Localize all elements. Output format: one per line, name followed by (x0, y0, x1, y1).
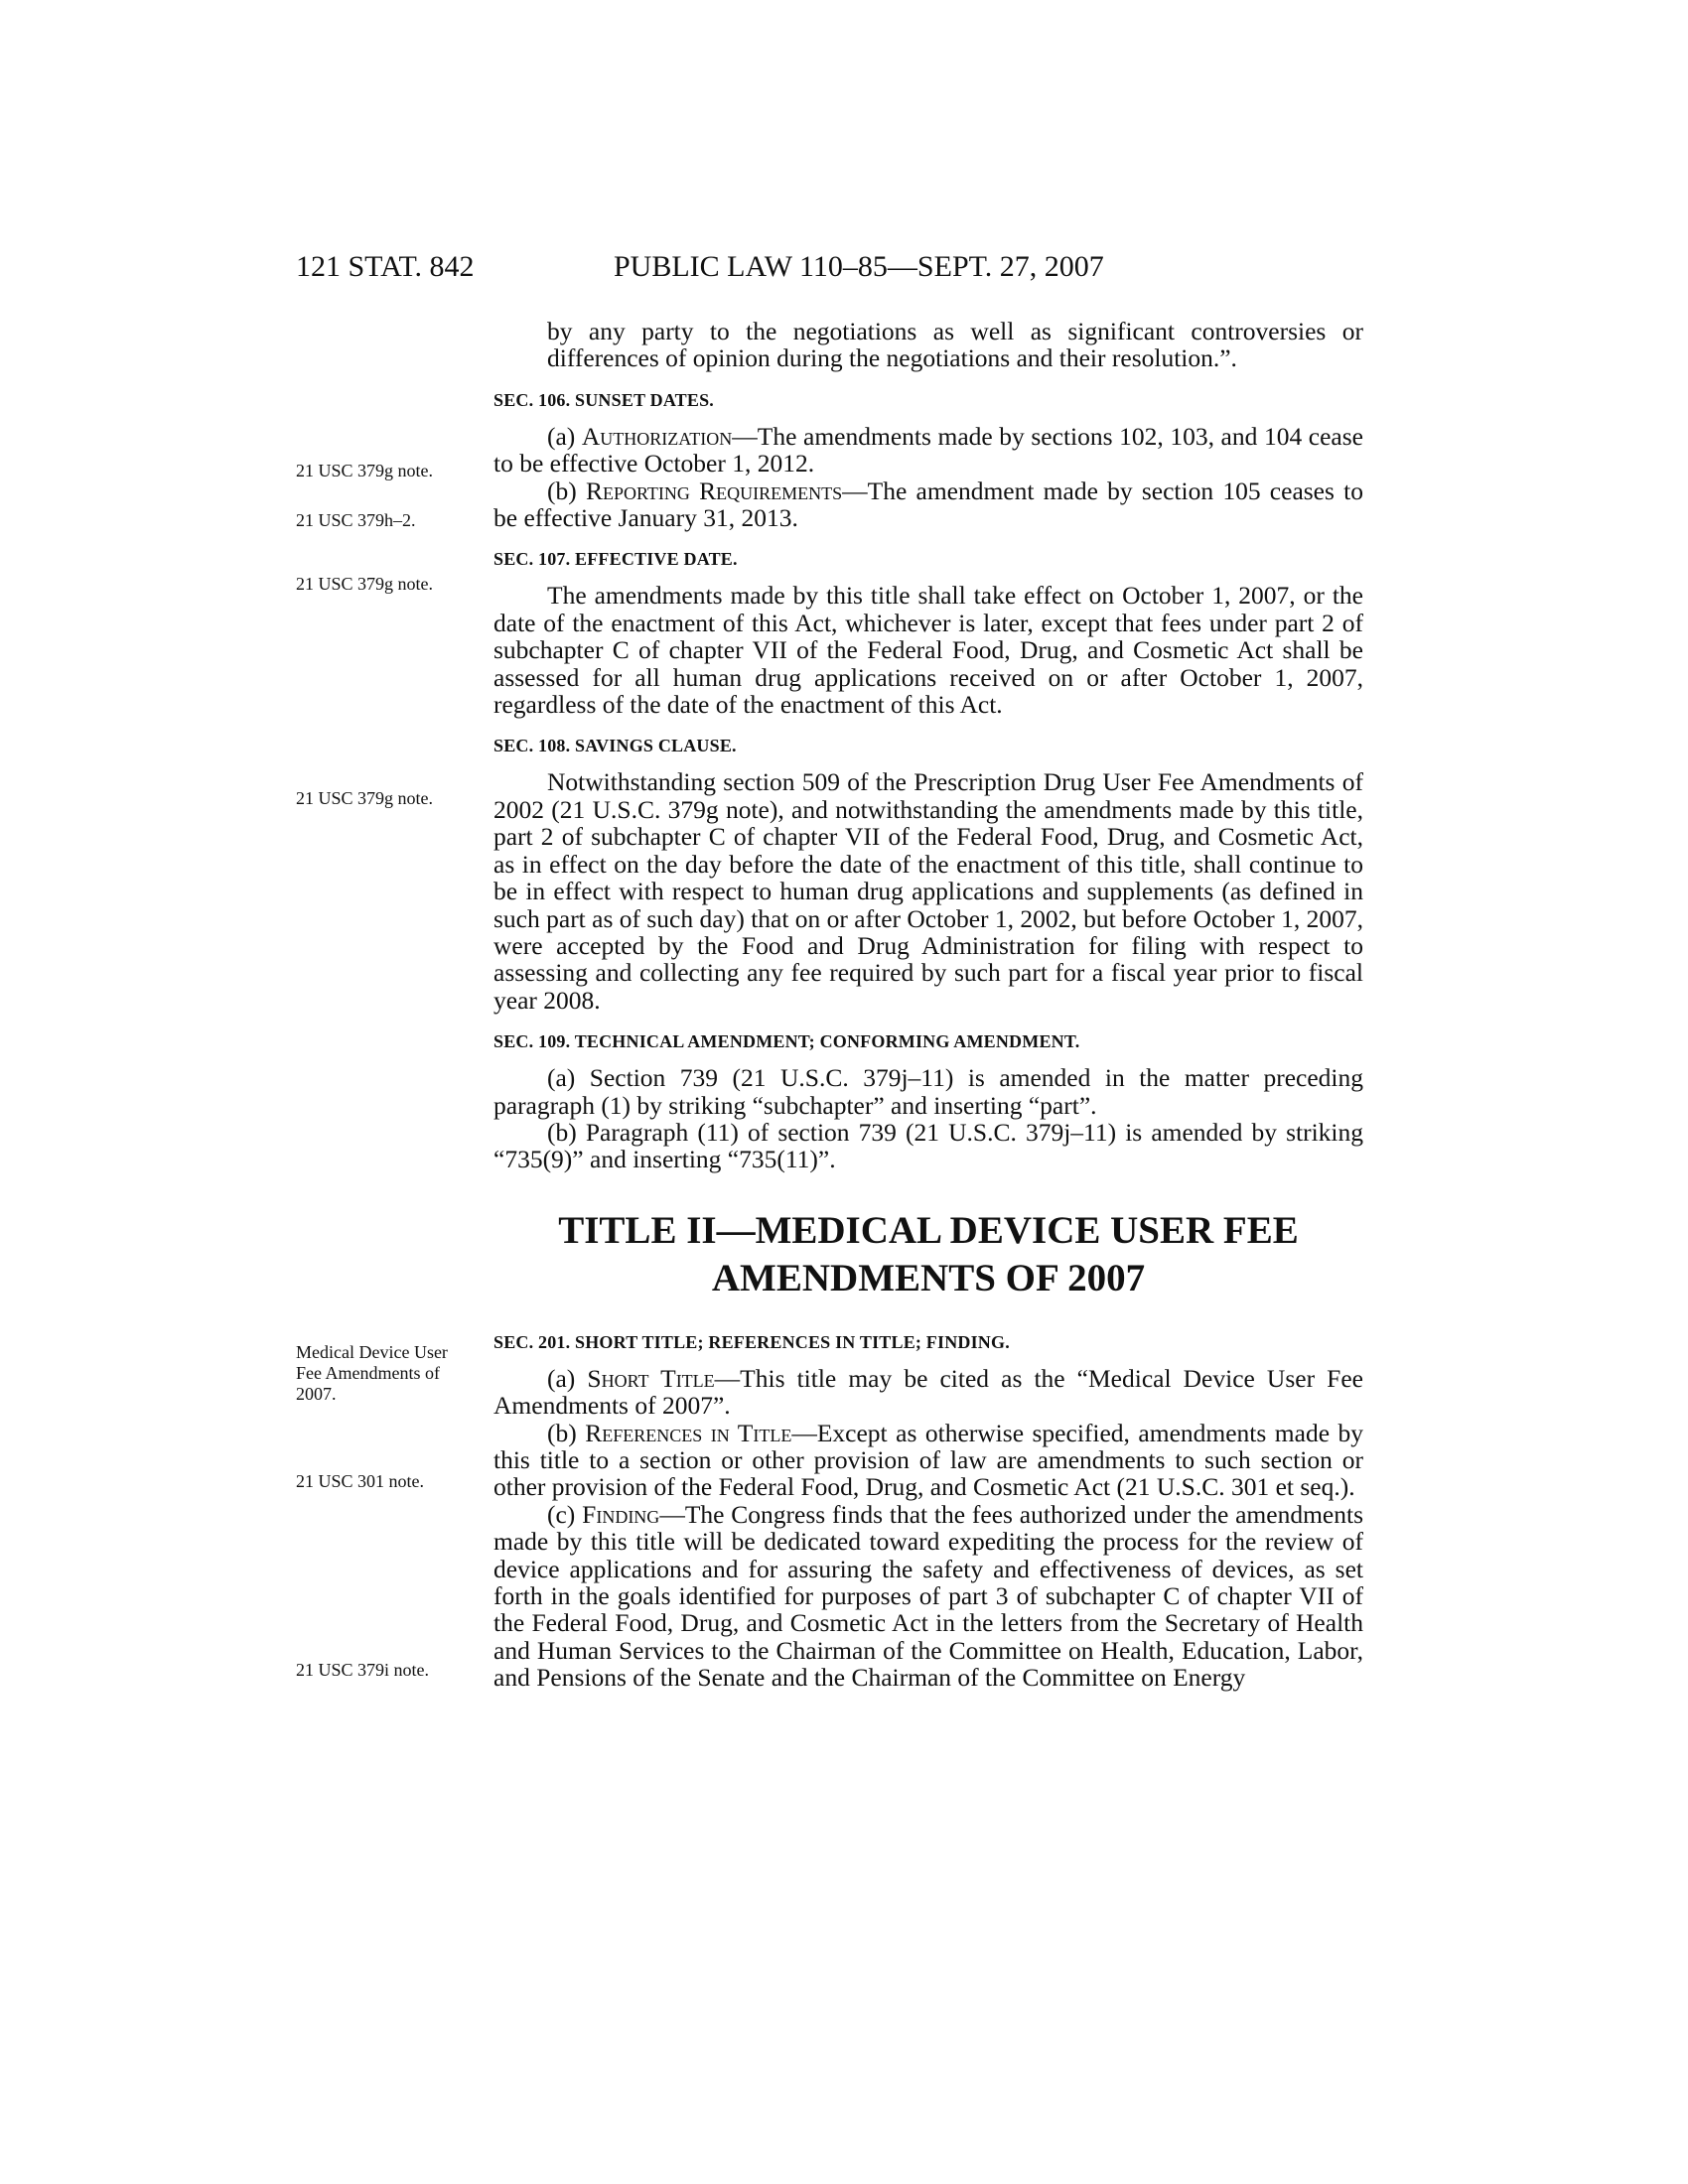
sec106-b: (b) Reporting Requirements—The amendment made by section 105 ceases to be effective January 31, 2013. (493, 476, 1363, 533)
title-heading (493, 1207, 1363, 1302)
margin-note: 21 USC 379i note. (296, 1660, 430, 1680)
section-heading-107: SEC. 107. EFFECTIVE DATE. (493, 549, 738, 570)
sec201-b: (b) References in Title—Except as otherwise specified, amendments made by this title to a section or other provision of law are amendments to such section or other provision of the Federal Food, Drug, and Cosmetic Act (21 U.S.C. 301 et seq.). (493, 1418, 1364, 1502)
sec107-text: The amendments made by this title shall take effect on October 1, 2007, or the date of the enactment of this Act, whichever is later, except that fees under part 2 of subchapter C of chapter VII of the Federal Food, Drug, and Cosmetic Act shall be assessed for all human drug applications received on or after October 1, 2007, regardless of the date of the enactment of this Act. (493, 581, 1363, 720)
sec201-a: (a) Short Title—This title may be cited as the “Medical Device User Fee Amendments of 2007”. (493, 1363, 1363, 1421)
margin-note: 21 USC 301 note. (296, 1471, 425, 1491)
title-line-1: TITLE II—MEDICAL DEVICE USER FEE (558, 1208, 1299, 1252)
title-line-2: AMENDMENTS OF 2007 (711, 1256, 1146, 1299)
sec106-a: (a) Authorization—The amendments made by sections 102, 103, and 104 cease to be effective October 1, 2012. (493, 421, 1363, 478)
sec201-b-label: References in Title (585, 1418, 792, 1447)
margin-note: 21 USC 379h–2. (296, 510, 416, 530)
public-law-citation: PUBLIC LAW 110–85—SEPT. 27, 2007 (614, 250, 1104, 283)
sec201-b-text: —Except as otherwise specified, amendments made by this title to a section or other provision of law are amendments to such section or other provision of the Federal Food, Drug, and Cosmetic Act (21 U.S.C. 301 et seq.). (493, 1418, 1364, 1502)
sec109-a: (a) Section 739 (21 U.S.C. 379j–11) is amended in the matter preceding paragraph (1) by striking “subchapter” and inserting “part”. (493, 1063, 1363, 1120)
sec201-a-text: —This title may be cited as the “Medical Device User Fee Amendments of 2007”. (493, 1363, 1363, 1421)
margin-note: Medical Device User Fee Amendments of 2007. (296, 1342, 448, 1404)
sec201-a-label: Short Title (587, 1363, 715, 1393)
intro-paragraph: by any party to the negotiations as well as significant controversies or differences of opinion during the negotiations and their resolution.”. (547, 317, 1363, 373)
page-header (0, 250, 1688, 290)
sec106-b-text: —The amendment made by section 105 ceases to be effective January 31, 2013. (493, 476, 1363, 533)
sec201-c-text: —The Congress finds that the fees authorized under the amendments made by this title will be dedicated toward expediting the process for the review of device applications and for assuring the safety and effectiveness of devices, as set forth in the goals identified for purposes of part 3 of subchapter C of chapter VII of the Federal Food, Drug, and Cosmetic Act in the letters from the Secretary of Health and Human Services to the Chairman of the Committee on Health, Education, Labor, and Pensions of the Senate and the Chairman of the Committee on Energy (493, 1499, 1363, 1693)
sec106-a-text: —The amendments made by sections 102, 103, and 104 cease to be effective October 1, 2012. (493, 421, 1363, 478)
sec108-text: Notwithstanding section 509 of the Prescription Drug User Fee Amendments of 2002 (21 U.S.C. 379g note), and notwithstanding the amendments made by this title, part 2 of subchapter C of chapter VII of the Federal Food, Drug, and Cosmetic Act, as in effect on the day before the date of the enactment of this title, shall continue to be in effect with respect to human drug applications and supplements (as defined in such part as of such day) that on or after October 1, 2002, but before October 1, 2007, were accepted by the Food and Drug Administration for filing with respect to assessing and collecting any fee required by such part for a fiscal year prior to fiscal year 2008. (493, 767, 1363, 1015)
sec106-a-label: Authorization (581, 421, 733, 451)
sec106-b-label: Reporting Requirements (585, 476, 843, 505)
margin-note: 21 USC 379g note. (296, 788, 434, 808)
document-body (493, 318, 1363, 1692)
section-heading-108: SEC. 108. SAVINGS CLAUSE. (493, 736, 737, 756)
margin-note: 21 USC 379g note. (296, 461, 434, 480)
sec201-c: (c) Finding—The Congress finds that the fees authorized under the amendments made by this title will be dedicated toward expediting the process for the review of device applications and for assuring the safety and effectiveness of devices, as set forth in the goals identified for purposes of part 3 of subchapter C of chapter VII of the Federal Food, Drug, and Cosmetic Act in the letters from the Secretary of Health and Human Services to the Chairman of the Committee on Health, Education, Labor, and Pensions of the Senate and the Chairman of the Committee on Energy (493, 1499, 1363, 1693)
section-heading-106: SEC. 106. SUNSET DATES. (493, 389, 715, 410)
sec201-c-label: Finding (582, 1499, 660, 1529)
margin-note: 21 USC 379g note. (296, 574, 434, 594)
section-heading-109: SEC. 109. TECHNICAL AMENDMENT; CONFORMING AMENDMENT. (493, 1031, 1080, 1052)
sec109-b: (b) Paragraph (11) of section 739 (21 U.S.C. 379j–11) is amended by striking “735(9)” and inserting “735(11)”. (493, 1117, 1363, 1174)
statute-page-number: 121 STAT. 842 (296, 250, 475, 283)
section-heading-201: SEC. 201. SHORT TITLE; REFERENCES IN TITLE; FINDING. (493, 1331, 1010, 1352)
